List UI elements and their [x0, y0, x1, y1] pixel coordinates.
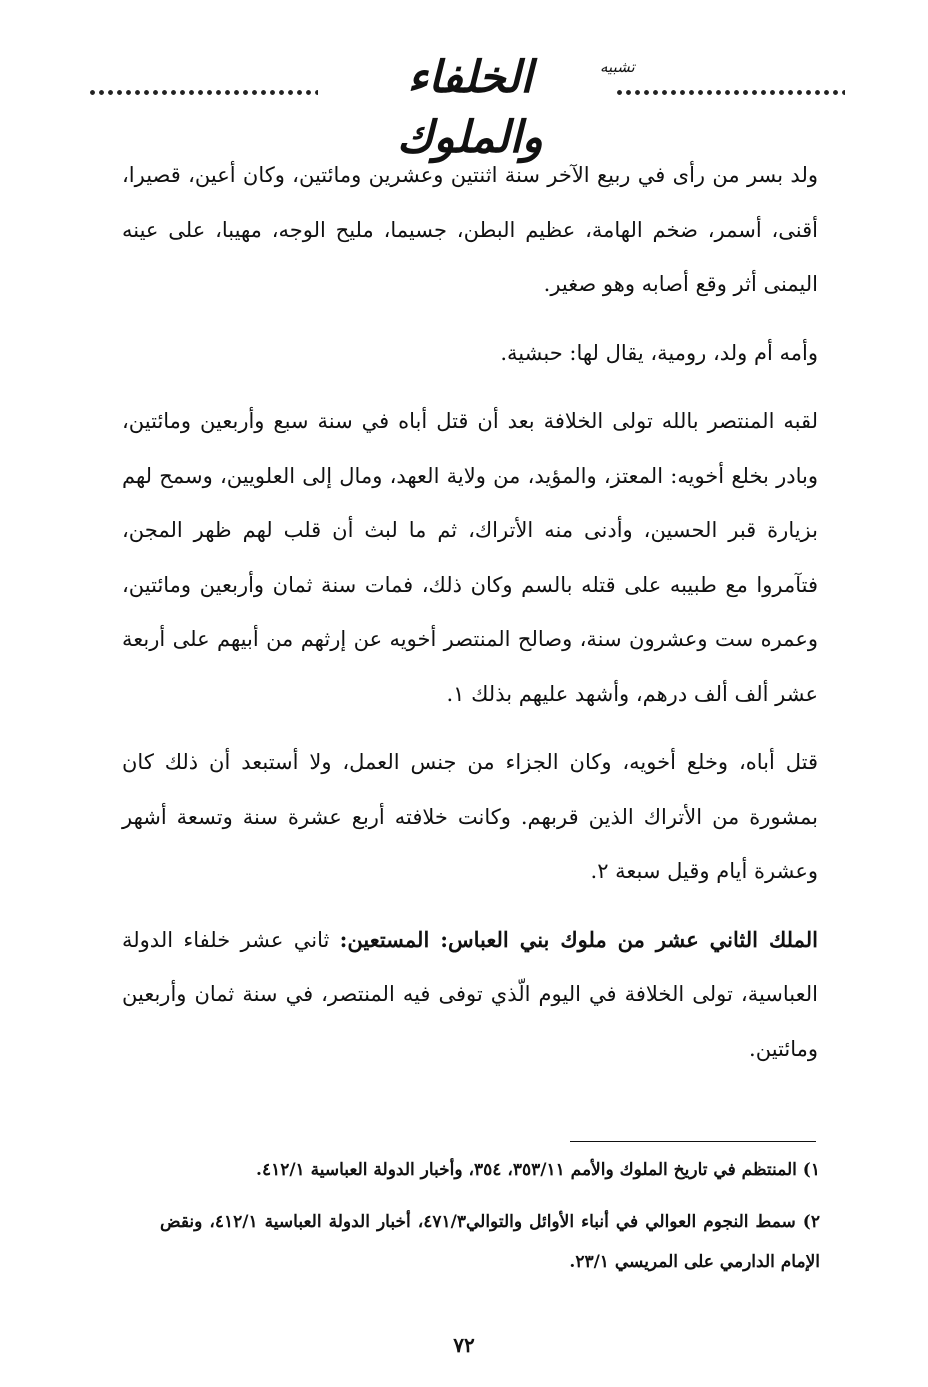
main-text [122, 148, 818, 1090]
paragraph-1 [122, 148, 818, 312]
paragraph-3-text: لقبه المنتصر بالله تولى الخلافة بعد أن قتل أباه في سنة سبع وأربعين ومائتين، وبادر بخلع أخويه: المعتز، والمؤيد، من ولاية العهد، ومال إلى العلويين، وسمح لهم بزيارة قبر الحسين، وأدنى منه الأتراك، ثم ما لبث أن قلب لهم ظهر المجن، فتآمروا مع طبيبه على قتله بالسم وكان ذلك، فمات سنة ثمان وأربعين ومائتين، وعمره ست وعشرون سنة، وصالح المنتصر أخويه عن إرثهم من أبيهم على أربعة عشر ألف ألف درهم، وأشهد عليهم بذلك ١. [122, 409, 818, 706]
paragraph-2 [122, 326, 818, 381]
header-prefix: تشبيه [600, 58, 635, 76]
footnote-1: ١) المنتظم في تاريخ الملوك والأمم ٣٥٣/١١، ٣٥٤، وأخبار الدولة العباسية ٤١٢/١. [256, 1160, 820, 1180]
page-number: ٧٢ [453, 1333, 475, 1357]
paragraph-3 [122, 394, 818, 721]
paragraph-5 [122, 913, 818, 1077]
header-ornament-right [615, 85, 845, 99]
footnotes [160, 1150, 820, 1294]
header-title: الخلفاء والملوك [397, 52, 543, 163]
paragraph-5-text: ثاني عشر خلفاء الدولة العباسية، تولى الخلافة في اليوم الّذي توفى فيه المنتصر، في سنة ثمان وأربعين ومائتين. [122, 927, 818, 1061]
header-ornament-left [88, 85, 318, 99]
paragraph-1-text: ولد بسر من رأى في ربيع الآخر سنة اثنتين وعشرين ومائتين، وكان أعين، قصيرا، أقنى، أسمر، ضخم الهامة، عظيم البطن، جسيما، مليح الوجه، مهيبا، على عينه اليمنى أثر وقع أصابه وهو صغير. [122, 163, 818, 296]
page-header [80, 40, 850, 163]
paragraph-4 [122, 735, 818, 899]
section-heading: الملك الثاني عشر من ملوك بني العباس: المستعين: [339, 926, 818, 952]
paragraph-2-text: وأمه أم ولد، رومية، يقال لها: حبشية. [500, 340, 818, 365]
paragraph-4-text: قتل أباه، وخلع أخويه، وكان الجزاء من جنس العمل، ولا أستبعد أن ذلك كان بمشورة من الأتراك الذين قربهم. وكانت خلافته أربع عشرة سنة وتسعة أشهر وعشرة أيام وقيل سبعة ٢. [122, 750, 818, 883]
footnote-2: ٢) سمط النجوم العوالي في أنباء الأوائل والتوالي٤٧١/٣، أخبار الدولة العباسية ٤١٢/١، ونقض الإمام الدارمي على المريسي ٢٣/١. [160, 1212, 820, 1272]
footnote-divider [570, 1141, 816, 1142]
